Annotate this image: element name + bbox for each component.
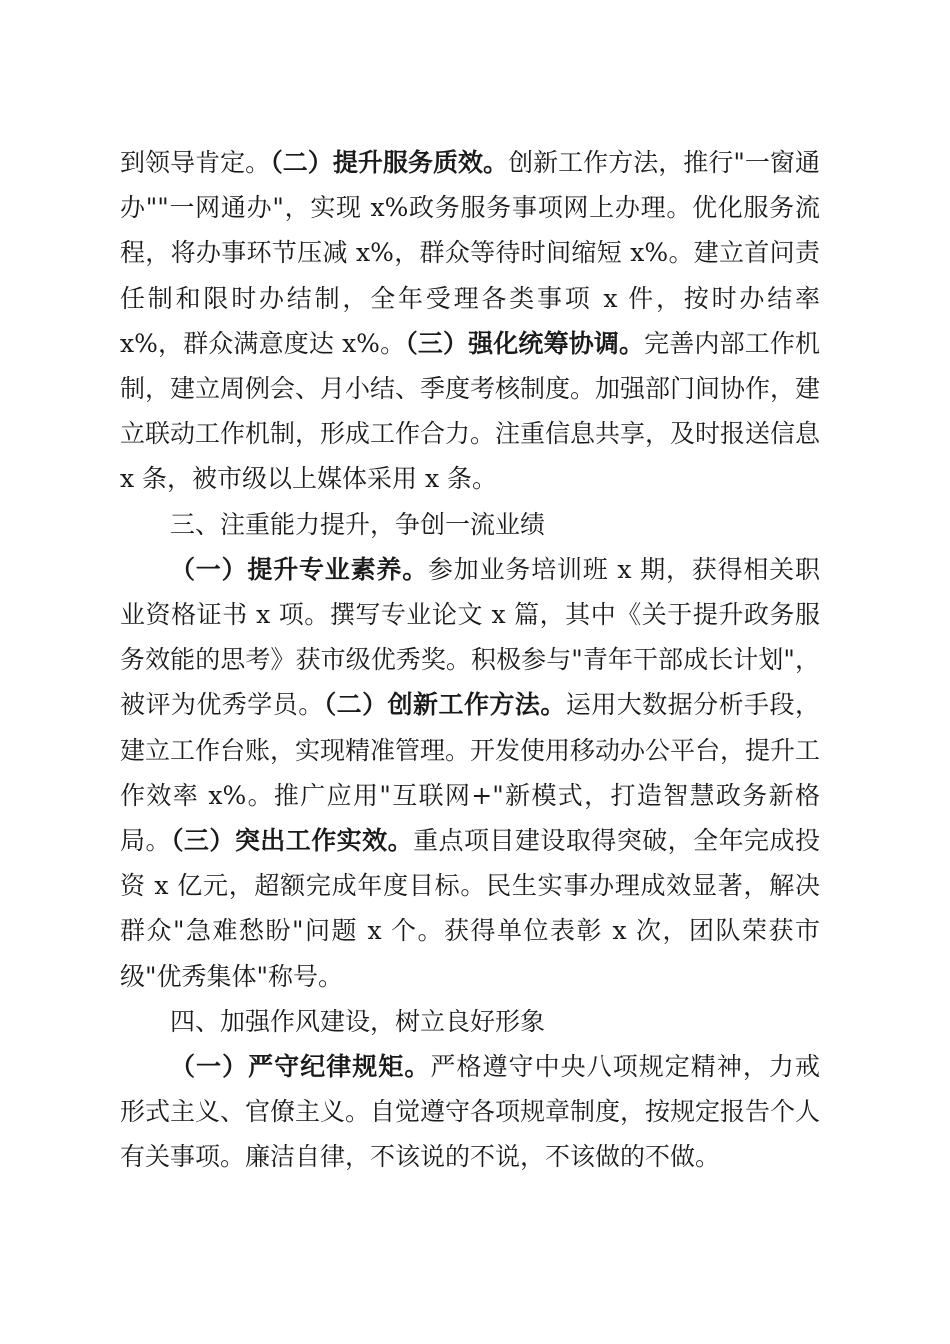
subheading-innovation: （二）创新工作方法。 [323,690,566,720]
document-page [120,140,820,1180]
paragraph-text: 运用大数据分析手段，建立工作台账，实现精准管理。开发使用移动办公平台，提升工作效率 x%。推广应用"互联网+"新模式，打造智慧政务新格局。 [120,690,821,856]
paragraph-ability [120,547,820,999]
subheading-professional: （一）提升专业素养。 [170,554,428,584]
subheading-results: （三）突出工作实效。 [170,826,414,856]
section-heading-3: 三、注重能力提升，争创一流业绩 [170,509,546,539]
paragraph-text: 到领导肯定。 [120,148,271,177]
subheading-discipline: （一）严守纪律规矩。 [170,1052,431,1082]
paragraph-text: 完善内部工作机制，建立周例会、月小结、季度考核制度。加强部门间协作，建立联动工作机制，形成工作合力。注重信息共享，及时报送信息 x 条，被市级以上媒体采用 x 条。 [120,328,821,494]
paragraph-service-quality [120,140,820,502]
paragraph-text: 参加业务培训班 x 期，获得相关职业资格证书 x 项。撰写专业论文 x 篇，其中《关于提升政务服务效能的思考》获市级优秀奖。积极参与"青年干部成长计划"，被评为优秀学员。 [120,554,820,720]
subheading-coordination: （三）强化统筹协调。 [405,328,645,358]
subheading-improve-service: （二）提升服务质效。 [270,148,509,177]
paragraph-text: 创新工作方法，推行"一窗通办""一网通办"，实现 x%政务服务事项网上办理。优化服务流程，将办事环节压减 x%，群众等待时间缩短 x%。建立首问责任制和限时办结制，全年受理各类事项 x 件，按时办结率 x%，群众满意度达 x%。 [120,148,820,358]
paragraph-text: 重点项目建设取得突破，全年完成投资 x 亿元，超额完成年度目标。民生实事办理成效显著，解决群众"急难愁盼"问题 x 个。获得单位表彰 x 次，团队荣获市级"优秀集体"称号。 [120,826,820,991]
paragraph-discipline [120,1044,820,1180]
section-heading-4: 四、加强作风建设，树立良好形象 [170,1006,546,1036]
paragraph-text: 严格遵守中央八项规定精神，力戒形式主义、官僚主义。自觉遵守各项规章制度，按规定报告个人有关事项。廉洁自律，不该说的不说，不该做的不做。 [120,1052,821,1172]
